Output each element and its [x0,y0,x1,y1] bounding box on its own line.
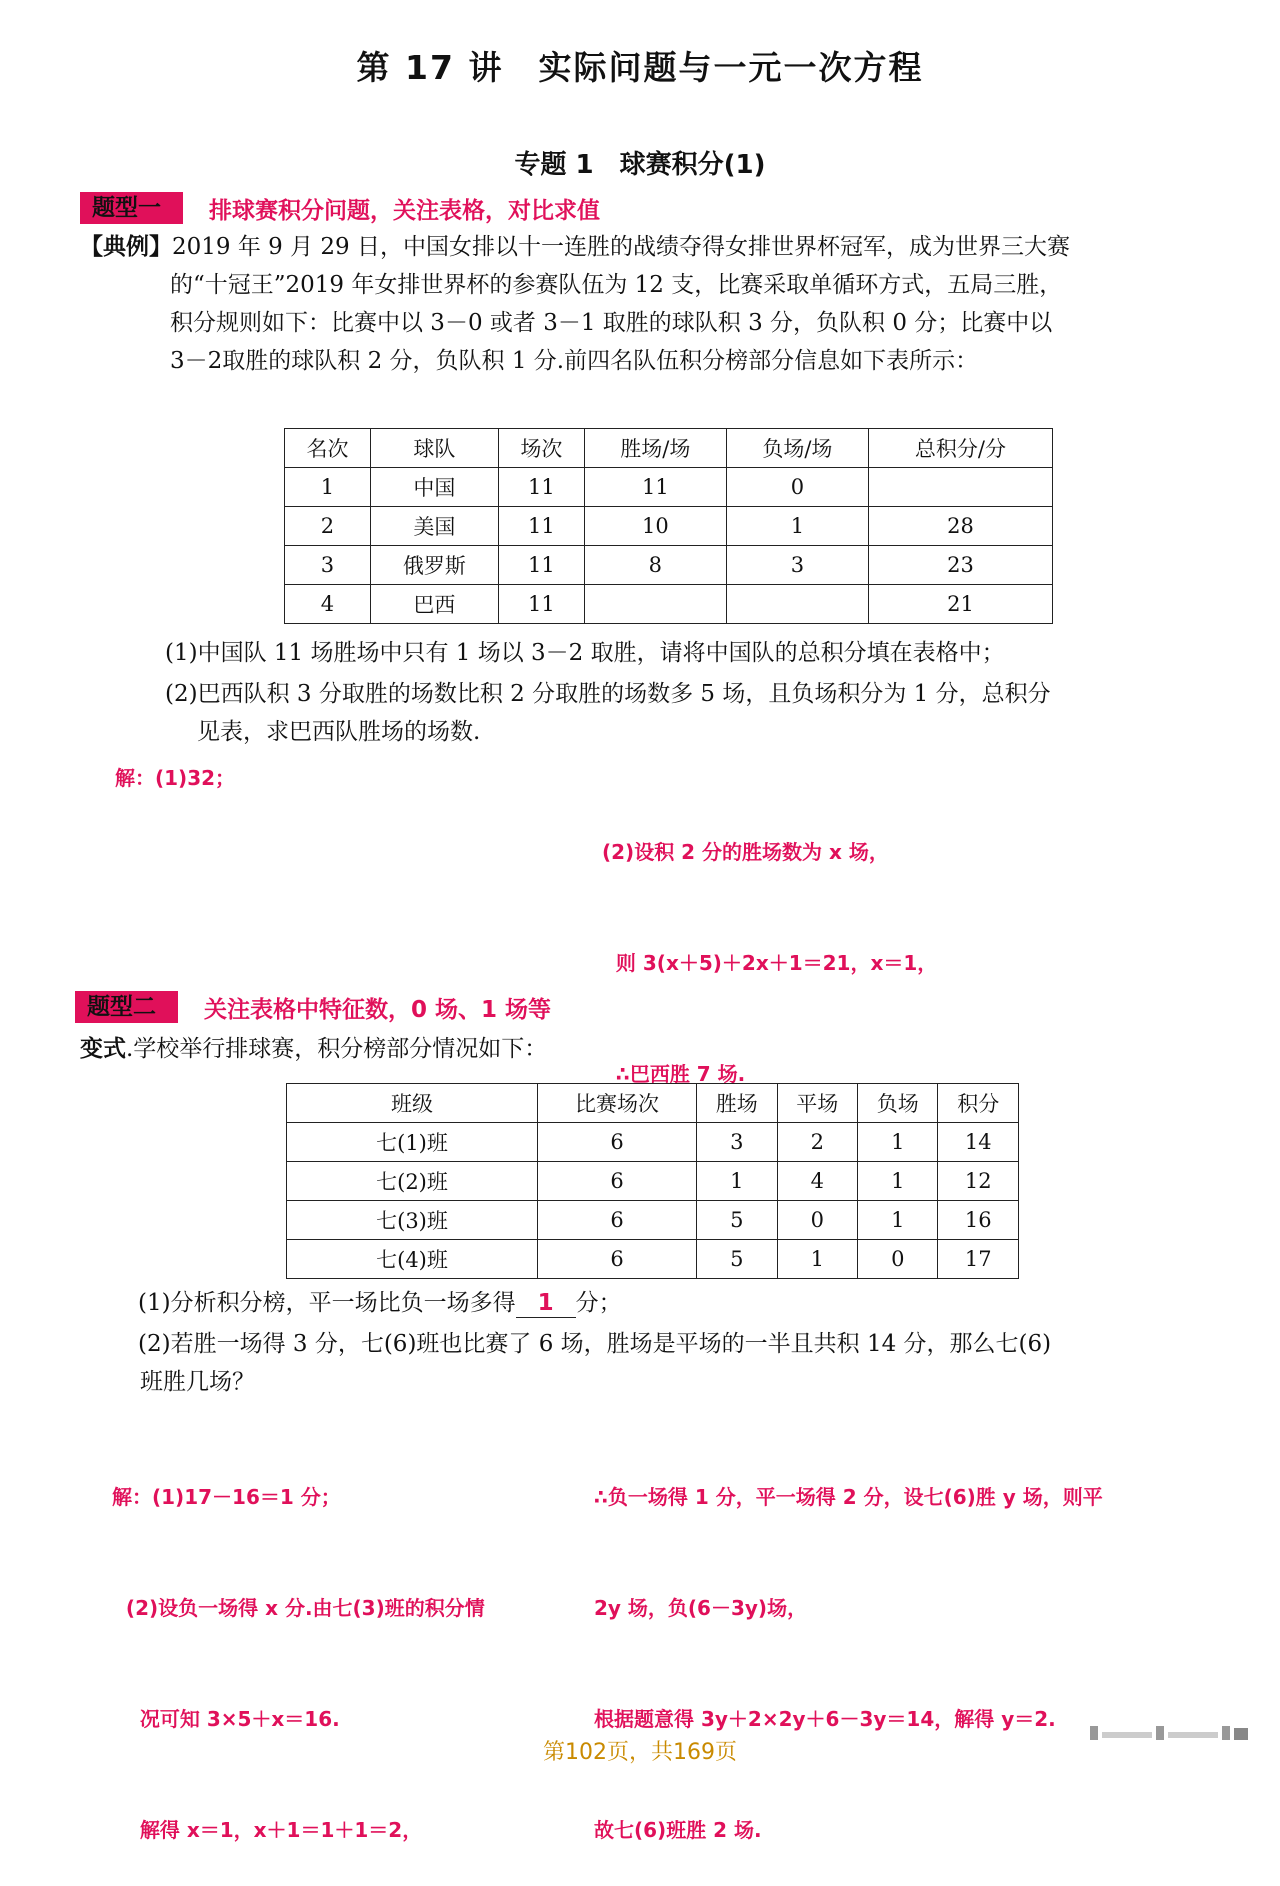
question-2-line-2: 见表，求巴西队胜场的场数. [197,719,481,745]
table-cell: 1 [777,1240,857,1279]
answer-line: 根据题意得 3y＋2×2y＋6－3y＝14，解得 y＝2. [594,1707,1056,1731]
table-header-cell: 负场 [858,1084,938,1123]
table-row [287,1123,1019,1162]
answer-line: ∴巴西胜 7 场. [602,1062,746,1086]
variant-label: 变式 [80,1036,126,1062]
table-cell: 11 [584,468,726,507]
lecture-title: 第 17 讲 实际问题与一元一次方程 [356,48,924,87]
example-line-4: 3－2取胜的球队积 2 分，负队积 1 分.前四名队伍积分榜部分信息如下表所示： [170,348,979,374]
table-cell: 1 [858,1201,938,1240]
table-header-cell: 胜场 [697,1084,777,1123]
answer-line: (2)设积 2 分的胜场数为 x 场， [602,840,889,864]
table-cell: 1 [285,468,371,507]
variant-intro [80,1030,547,1068]
table-cell: 七(3)班 [287,1201,538,1240]
section1-answer-left: 解：(1)32； [115,766,236,790]
table-cell: 11 [498,546,584,585]
answer-blank: 1 [516,1289,576,1318]
answer-line: ∴负一场得 1 分，平一场得 2 分，设七(6)胜 y 场，则平 [594,1485,1103,1509]
section2-title: 关注表格中特征数，0 场、1 场等 [204,996,552,1023]
table-cell: 17 [938,1240,1019,1279]
table-cell: 1 [697,1162,777,1201]
section1-answer-right [602,760,937,1130]
question-2-line-1: (2)若胜一场得 3 分，七(6)班也比赛了 6 场，胜场是平场的一半且共积 14 分，那么七(6) [138,1331,1052,1357]
question-2-line-2: 班胜几场？ [140,1369,255,1395]
table-header-row [285,429,1053,468]
answer-line: 2y 场，负(6－3y)场， [594,1596,808,1620]
table-header-cell: 积分 [938,1084,1019,1123]
table-cell: 0 [777,1201,857,1240]
topic-title: 专题 1 球赛积分(1) [514,150,766,180]
table-cell: 5 [697,1201,777,1240]
table-cell: 2 [777,1123,857,1162]
variant-text: .学校举行排球赛，积分榜部分情况如下： [126,1036,548,1062]
table-cell: 巴西 [370,585,498,624]
example-label: 【典例】 [80,234,172,260]
table-cell: 6 [538,1162,697,1201]
table-row [285,546,1053,585]
section2-answer-right [594,1405,1103,1886]
table-header-cell: 场次 [498,429,584,468]
question-2-line-1: (2)巴西队积 3 分取胜的场数比积 2 分取胜的场数多 5 场，且负场积分为 1 分，总积分 [165,681,1051,707]
table-header-row [287,1084,1019,1123]
class-score-table [286,1083,1019,1279]
table-cell: 美国 [370,507,498,546]
table-cell [584,585,726,624]
table-cell: 21 [868,585,1052,624]
section2-tag: 题型二 [75,991,178,1023]
table-header-cell: 总积分/分 [868,429,1052,468]
table-cell: 七(4)班 [287,1240,538,1279]
section1-title: 排球赛积分问题，关注表格，对比求值 [209,197,600,224]
table-cell: 6 [538,1123,697,1162]
table-cell: 4 [777,1162,857,1201]
table-cell: 0 [726,468,868,507]
table-header-cell: 负场/场 [726,429,868,468]
table-row [287,1162,1019,1201]
page-indicator: 第102页，共169页 [543,1740,737,1765]
table-header-cell: 胜场/场 [584,429,726,468]
table-cell [868,468,1052,507]
table-cell: 1 [858,1162,938,1201]
example-line-3: 积分规则如下：比赛中以 3－0 或者 3－1 取胜的球队积 3 分，负队积 0 分；比赛中以 [170,310,1053,336]
example-problem [80,228,1200,380]
table-cell: 1 [726,507,868,546]
table-cell: 10 [584,507,726,546]
table-cell [726,585,868,624]
section1-questions [165,634,1225,751]
table-cell: 6 [538,1201,697,1240]
question-1 [138,1284,1218,1322]
table-row [285,507,1053,546]
table-cell: 1 [858,1123,938,1162]
answer-line: (2)设负一场得 x 分.由七(3)班的积分情 [112,1596,485,1620]
ranking-table [284,428,1053,624]
table-header-cell: 名次 [285,429,371,468]
table-row [285,468,1053,507]
table-row [287,1201,1019,1240]
answer-line: 况可知 3×5＋x＝16. [112,1707,340,1731]
table-header-cell: 球队 [370,429,498,468]
question-1: (1)中国队 11 场胜场中只有 1 场以 3－2 取胜，请将中国队的总积分填在表格中； [165,640,1005,666]
table-cell: 16 [938,1201,1019,1240]
table-cell: 3 [697,1123,777,1162]
table-cell: 七(2)班 [287,1162,538,1201]
table-cell: 3 [726,546,868,585]
question-1-suffix: 分； [575,1290,622,1316]
section2-answer-left [112,1405,485,1886]
table-header-cell: 平场 [777,1084,857,1123]
table-cell: 12 [938,1162,1019,1201]
answer-line: 解：(1)17－16＝1 分； [112,1485,341,1509]
section2-header [75,990,551,1024]
table-cell: 4 [285,585,371,624]
table-cell: 11 [498,507,584,546]
table-cell: 14 [938,1123,1019,1162]
answer-line: 则 3(x＋5)＋2x＋1＝21，x＝1， [602,951,938,975]
table-cell: 3 [285,546,371,585]
table-cell: 0 [858,1240,938,1279]
table-cell: 11 [498,585,584,624]
table-cell: 11 [498,468,584,507]
table-cell: 8 [584,546,726,585]
table-cell: 俄罗斯 [370,546,498,585]
table-cell: 6 [538,1240,697,1279]
example-line-2: 的“十冠王”2019 年女排世界杯的参赛队伍为 12 支，比赛采取单循环方式，五局三胜， [170,272,1063,298]
table-cell: 七(1)班 [287,1123,538,1162]
table-cell: 2 [285,507,371,546]
section1-header [80,191,600,225]
table-cell: 23 [868,546,1052,585]
table-row [287,1240,1019,1279]
question-1-text: (1)分析积分榜，平一场比负一场多得 [138,1290,516,1316]
answer-line: 故七(6)班胜 2 场. [594,1818,762,1842]
answer-line: 解得 x＝1，x＋1＝1＋1＝2， [112,1818,423,1842]
table-cell: 5 [697,1240,777,1279]
table-cell: 中国 [370,468,498,507]
table-cell: 28 [868,507,1052,546]
table-header-cell: 班级 [287,1084,538,1123]
table-header-cell: 比赛场次 [538,1084,697,1123]
example-line-1: 2019 年 9 月 29 日，中国女排以十一连胜的战绩夺得女排世界杯冠军，成为世界三大赛 [172,234,1070,260]
table-row [285,585,1053,624]
section2-questions [138,1284,1218,1401]
section1-tag: 题型一 [80,192,183,224]
